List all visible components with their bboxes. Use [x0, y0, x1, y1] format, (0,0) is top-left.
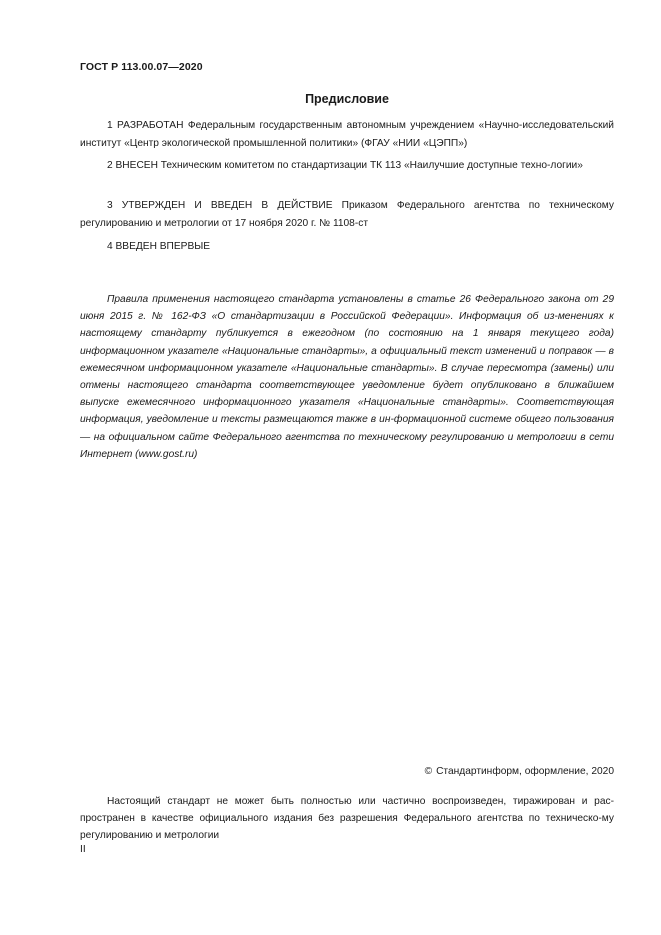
- page-number: II: [80, 844, 86, 855]
- application-rules-notice: Правила применения настоящего стандарта установлены в статье 26 Федерального закона от 29 июня 2015 г. № 162-ФЗ «О стандартизации в Российской Федерации». Информация об из-менениях к настоящему стандарту публикуется в ежегодном (по состоянию на 1 января текущего года) информационном указателе «Национальные стандарты», а официальный текст изменений и поправок — в ежемесячном информационном указателе «Национальные стандарты». В случае пересмотра (замены) или отмены настоящего стандарта соответствующее уведомление будет опубликовано в ближайшем выпуске ежемесячного информационного указателя «Национальные стандарты». Соответствующая информация, уведомление и тексты размещаются также в ин-формационной системе общего пользования — на официальном сайте Федерального агентства по техническому регулированию и метрологии в сети Интернет (www.gost.ru): [80, 294, 614, 460]
- copyright-line: [425, 766, 614, 777]
- foreword-item-approved: 3 УТВЕРЖДЕН И ВВЕДЕН В ДЕЙСТВИЕ Приказом Федерального агентства по техническому регулированию и метрологии от 17 ноября 2020 г. № 1108-ст: [80, 200, 614, 229]
- foreword-item-introduced: 4 ВВЕДЕН ВПЕРВЫЕ: [107, 241, 211, 252]
- document-code: ГОСТ Р 113.00.07—2020: [80, 61, 203, 73]
- reproduction-notice: Настоящий стандарт не может быть полностью или частично воспроизведен, тиражирован и рас-пространен в качестве официального издания без разрешения Федерального агентства по техническо-му регулированию и метрологии: [80, 796, 614, 842]
- foreword-item-submitted: 2 ВНЕСЕН Техническим комитетом по стандартизации ТК 113 «Наилучшие доступные техно-логии»: [107, 160, 583, 171]
- foreword-title: Предисловие: [305, 92, 389, 106]
- copyright-icon: ©: [424, 766, 433, 777]
- foreword-item-developed: 1 РАЗРАБОТАН Федеральным государственным автономным учреждением «Научно-исследовательский институт «Центр экологической промышленной политики» (ФГАУ «НИИ «ЦЭПП»): [80, 120, 614, 149]
- copyright-text: Стандартинформ, оформление, 2020: [436, 766, 614, 777]
